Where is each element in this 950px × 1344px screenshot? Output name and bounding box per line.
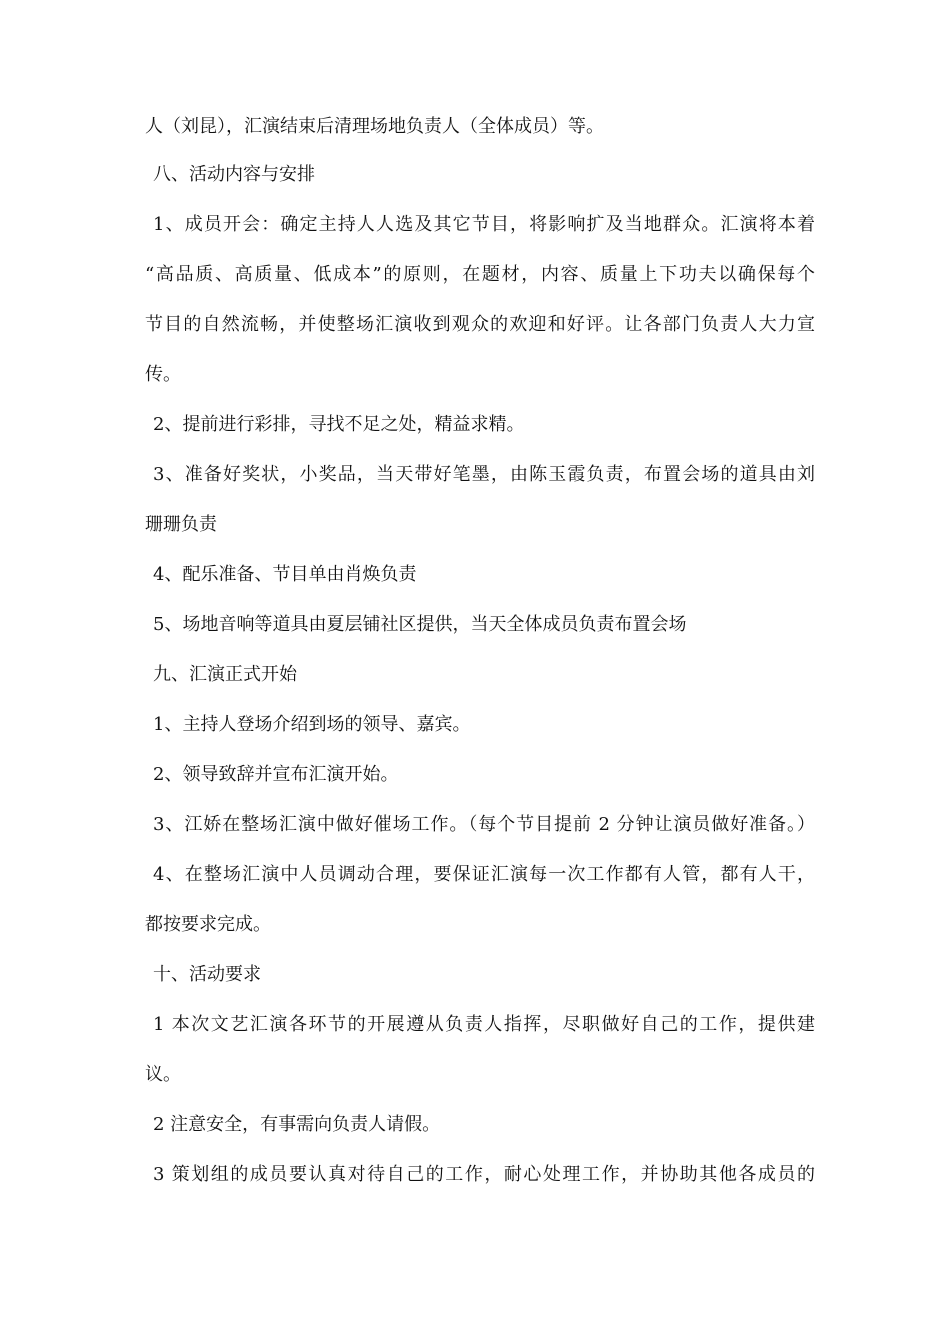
list-item: 4、在整场汇演中人员调动合理，要保证汇演每一次工作都有人管，都有人干， xyxy=(153,864,815,885)
section-heading: 九、汇演正式开始 xyxy=(153,664,297,685)
list-item: 3、准备好奖状，小奖品，当天带好笔墨，由陈玉霞负责，布置会场的道具由刘 xyxy=(153,464,815,485)
list-item: 1、成员开会：确定主持人人选及其它节目，将影响扩及当地群众。汇演将本着 xyxy=(153,214,815,235)
list-item: 2 注意安全，有事需向负责人请假。 xyxy=(153,1114,441,1135)
list-item: 5、场地音响等道具由夏层铺社区提供，当天全体成员负责布置会场 xyxy=(153,614,687,635)
list-item: 1、主持人登场介绍到场的领导、嘉宾。 xyxy=(153,714,471,735)
text-line: 节目的自然流畅，并使整场汇演收到观众的欢迎和好评。让各部门负责人大力宣 xyxy=(145,314,815,335)
text-line: 都按要求完成。 xyxy=(145,914,271,935)
list-item: 4、配乐准备、节目单由肖焕负责 xyxy=(153,564,417,585)
section-heading: 十、活动要求 xyxy=(153,964,261,985)
text-line: 人（刘昆），汇演结束后清理场地负责人（全体成员）等。 xyxy=(145,116,604,137)
text-line: 议。 xyxy=(145,1064,181,1085)
list-item: 2、领导致辞并宣布汇演开始。 xyxy=(153,764,399,785)
list-item: 1 本次文艺汇演各环节的开展遵从负责人指挥，尽职做好自己的工作，提供建 xyxy=(153,1014,815,1035)
section-heading: 八、活动内容与安排 xyxy=(153,164,315,185)
text-line: “高品质、高质量、低成本”的原则，在题材，内容、质量上下功夫以确保每个 xyxy=(145,264,815,285)
list-item: 3、江娇在整场汇演中做好催场工作。（每个节目提前 2 分钟让演员做好准备。） xyxy=(153,814,815,835)
text-line: 传。 xyxy=(145,364,181,385)
text-line: 珊珊负责 xyxy=(145,514,217,535)
list-item: 2、提前进行彩排，寻找不足之处，精益求精。 xyxy=(153,414,525,435)
list-item: 3 策划组的成员要认真对待自己的工作，耐心处理工作，并协助其他各成员的 xyxy=(153,1164,815,1185)
